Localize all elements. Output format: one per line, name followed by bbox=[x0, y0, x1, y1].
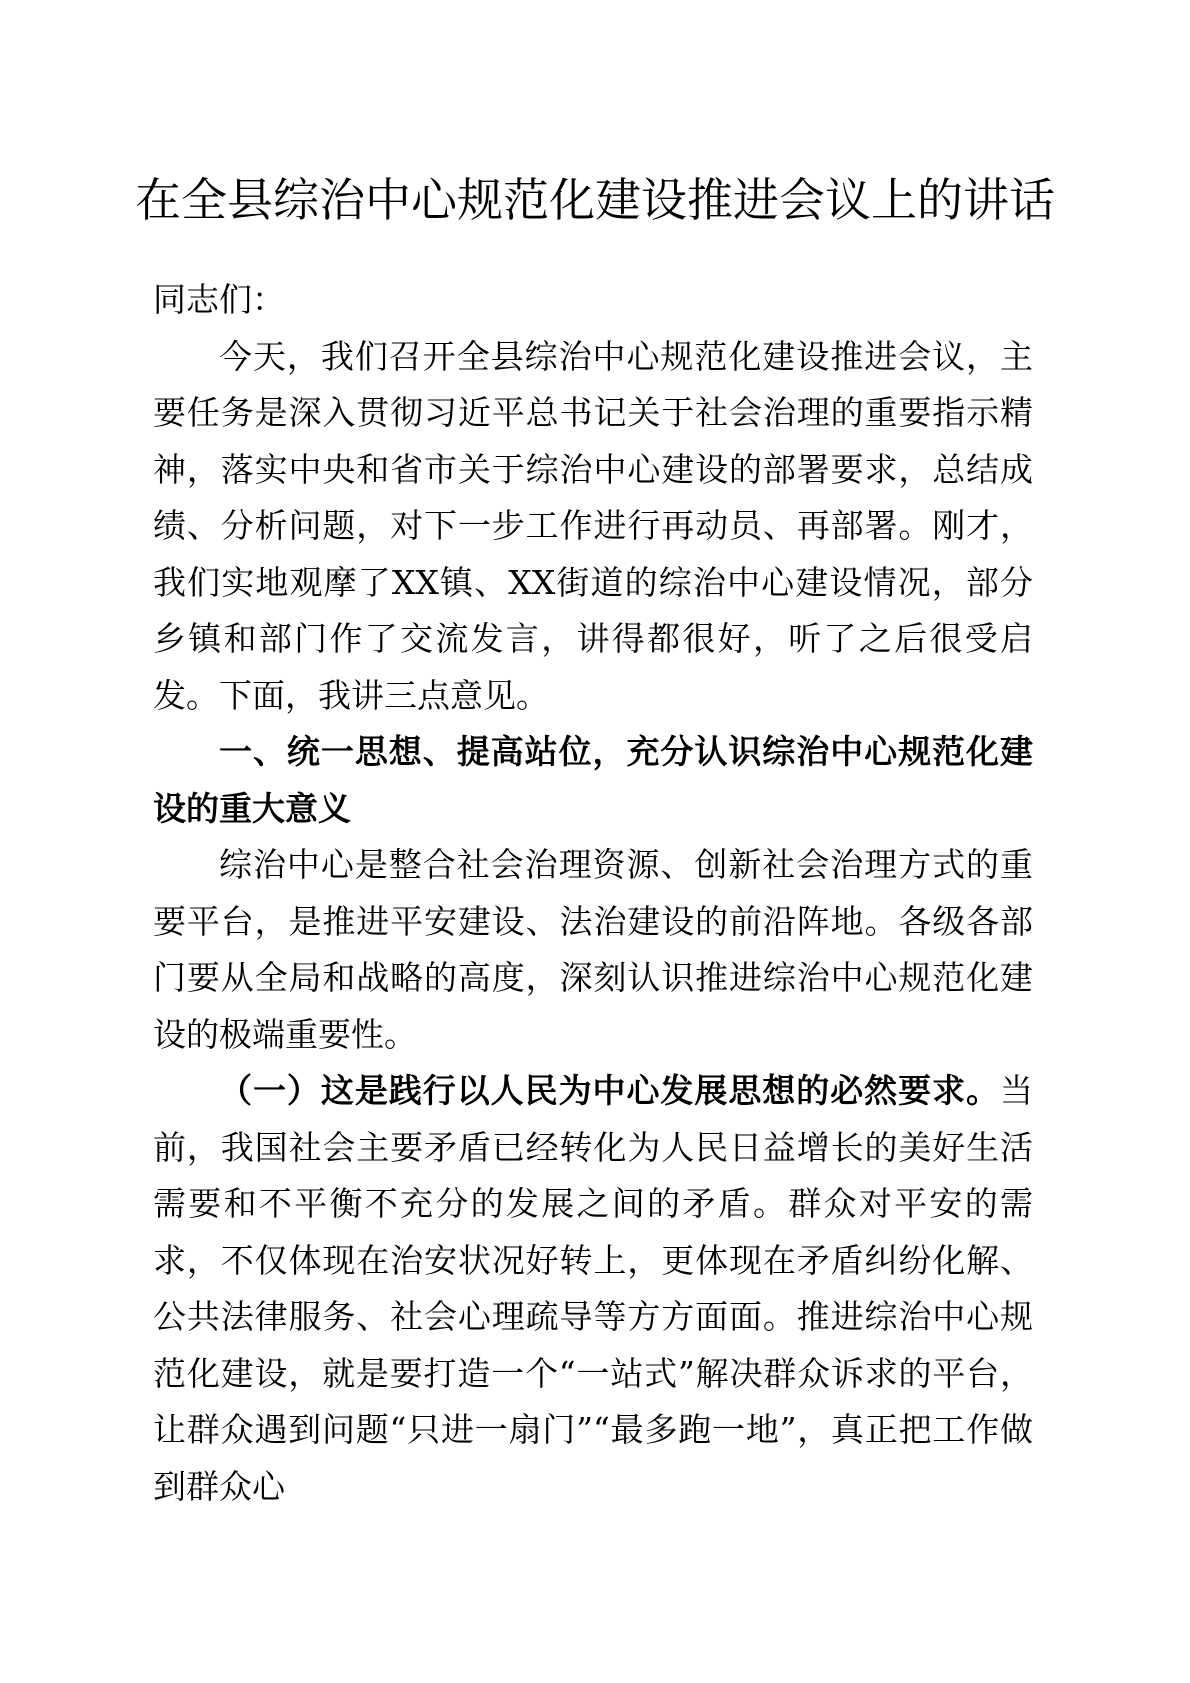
salutation: 同志们： bbox=[153, 280, 285, 319]
document-title: 在全县综治中心规范化建设推进会议上的讲话 bbox=[135, 173, 1055, 227]
document-body bbox=[153, 272, 1033, 1515]
point-1-paragraph bbox=[153, 1063, 1033, 1515]
section-1-paragraph: 综治中心是整合社会治理资源、创新社会治理方式的重要平台，是推进平安建设、法治建设的前沿阵地。各级各部门要从全局和战略的高度，深刻认识推进综治中心规范化建设的极端重要性。 bbox=[153, 845, 1033, 1054]
point-1-body: 当前，我国社会主要矛盾已经转化为人民日益增长的美好生活需要和不平衡不充分的发展之间的矛盾。群众对平安的需求，不仅体现在治安状况好转上，更体现在矛盾纠纷化解、公共法律服务、社会心理疏导等方方面面。推进综治中心规范化建设，就是要打造一个“一站式”解决群众诉求的平台，让群众遇到问题“只进一扇门”“最多跑一地”，真正把工作做到群众心 bbox=[153, 1071, 1033, 1506]
point-1-lead: （一）这是践行以人民为中心发展思想的必然要求。 bbox=[219, 1071, 1000, 1110]
intro-paragraph: 今天，我们召开全县综治中心规范化建设推进会议，主要任务是深入贯彻习近平总书记关于社会治理的重要指示精神，落实中央和省市关于综治中心建设的部署要求，总结成绩、分析问题，对下一步工作进行再动员、再部署。刚才，我们实地观摩了XX镇、XX街道的综治中心建设情况，部分乡镇和部门作了交流发言，讲得都很好，听了之后很受启发。下面，我讲三点意见。 bbox=[153, 336, 1033, 715]
section-heading-1: 一、统一思想、提高站位，充分认识综治中心规范化建设的重大意义 bbox=[153, 732, 1033, 828]
